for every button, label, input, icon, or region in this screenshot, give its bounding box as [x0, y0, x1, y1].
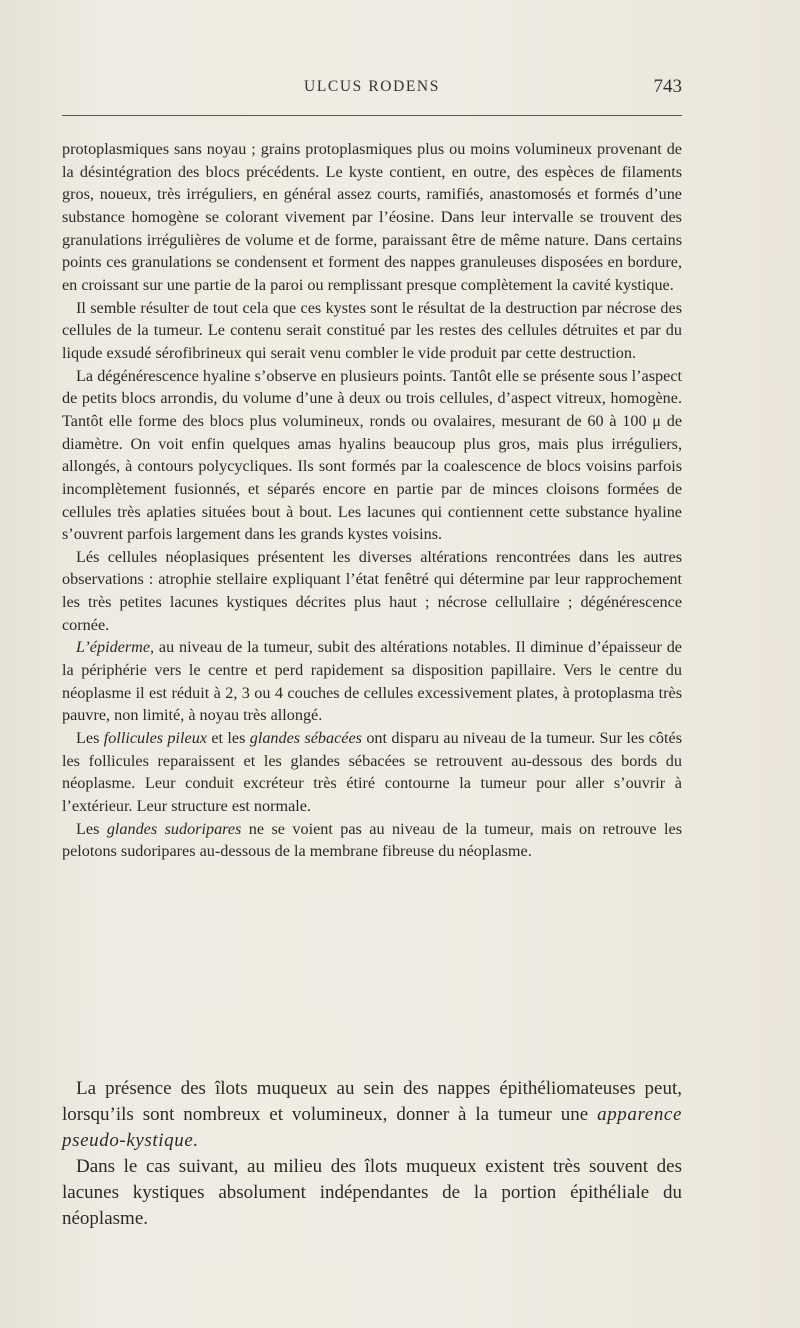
paragraph: Il semble résulter de tout cela que ces kystes sont le résultat de la destruction par nécrose des cellules de la tumeur. Le contenu serait constitué par les restes des cellules détruites et par du liqude exsudé sérofibrineux qui serait venu combler le vide produit par cette destruction.: [62, 298, 682, 362]
italic-term: L’épiderme,: [76, 638, 155, 657]
paragraph-text: La présence des îlots muqueux au sein des nappes épithéliomateuses peut, lorsqu’ils sont nombreux et volumineux, donner à la tumeur une: [62, 1078, 682, 1125]
paragraph-text: ne se voient pas au niveau de la tumeur, mais on retrouve les pelotons sudoripares au-dessous de la membrane fibreuse du néoplasme.: [62, 819, 682, 861]
italic-term: follicules pileux: [103, 729, 207, 748]
italic-term: apparence pseudo-kystique.: [62, 1104, 682, 1151]
italic-term: glandes sudoripares: [106, 819, 242, 838]
paragraph: [62, 727, 682, 818]
page-number: 743: [653, 76, 682, 97]
paragraph: Lés cellules néoplasiques présentent les diverses altérations rencontrées dans les autres observations : atrophie stellaire expliquant l’état fenêtré qui détermine par leur rapprochement les très petites lacunes kystiques décrites plus haut ; nécrose cellullaire ; dégénérescence cornée.: [62, 547, 682, 634]
paragraph-text: et les: [207, 729, 250, 748]
large-print-section: [62, 1076, 682, 1232]
page-header: [62, 78, 682, 108]
paragraph: [62, 818, 682, 863]
paragraph: [62, 636, 682, 727]
italic-term: glandes sébacées: [249, 729, 362, 748]
small-print-section: [62, 138, 682, 863]
paragraph-text: Les: [76, 819, 107, 838]
paragraph-text: ont disparu au niveau de la tumeur. Sur les côtés les follicules reparaissent et les glandes sébacées se retrouvent au-dessous des bords du néoplasme. Leur conduit excréteur très étiré contourne la tumeur pour aller s’ouvrir à l’extérieur. Leur structure est normale.: [62, 729, 682, 816]
running-title: ULCUS RODENS: [304, 78, 440, 95]
paragraph-text: au niveau de la tumeur, subit des altérations notables. Il diminue d’épaisseur de la périphérie vers le centre et perd rapidement sa disposition papillaire. Vers le centre du néoplasme il est réduit à 2, 3 ou 4 couches de cellules excessivement plates, à protoplasma très pauvre, non limité, à noyau très allongé.: [62, 638, 682, 725]
paragraph: protoplasmiques sans noyau ; grains protoplasmiques plus ou moins volumineux provenant de la désintégration des blocs précédents. Le kyste contient, en outre, des espèces de filaments gros, noueux, très irréguliers, en général assez courts, ramifiés, anastomosés et formés d’une substance homogène se colorant vivement par l’éosine. Dans leur intervalle se trouvent des granulations irrégulières de volume et de forme, paraissant être de même nature. Dans certains points ces granulations se condensent et forment des nappes granuleuses disposées en bordure, en croissant sur une partie de la paroi ou remplissant presque complètement la cavité kystique.: [62, 140, 682, 294]
paragraph-text: Les: [76, 729, 104, 748]
paragraph: [62, 1076, 682, 1154]
header-rule: [62, 115, 682, 116]
paragraph: La dégénérescence hyaline s’observe en plusieurs points. Tantôt elle se présente sous l’aspect de petits blocs arrondis, du volume d’une à deux ou trois cellules, d’aspect vitreux, homogène. Tantôt elle forme des blocs plus volumineux, ronds ou ovalaires, mesurant de 60 à 100 μ de diamètre. On voit enfin quelques amas hyalins beaucoup plus gros, mais plus irréguliers, allongés, à contours polycycliques. Ils sont formés par la coalescence de blocs voisins parfois incomplètement fusionnés, et séparés encore en partie par de minces cloisons formées de cellules très aplaties situées bout à bout. Les lacunes qui contiennent cette substance hyaline s’ouvrent parfois largement dans les grands kystes voisins.: [62, 366, 682, 544]
paragraph: Dans le cas suivant, au milieu des îlots muqueux existent très souvent des lacunes kystiques absolument indépendantes de la portion épithéliale du néoplasme.: [62, 1156, 682, 1229]
